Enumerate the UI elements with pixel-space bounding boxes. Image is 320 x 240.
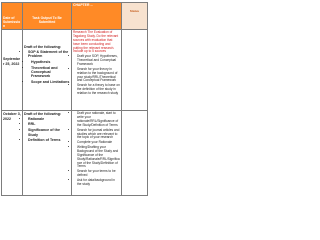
task-cell: Draft of the following: • Rationale • RRL • Significance of the Study • Definition of Terms xyxy=(23,111,72,196)
status-cell xyxy=(122,30,148,111)
header-task: Task Output To Be Submitted xyxy=(23,3,72,30)
document-page xyxy=(0,0,149,198)
table-row xyxy=(2,111,148,196)
remarks-cell: Research The Evaluation of Tagalong Study. Do the relevant sources with evaluation that have been conducting and putting the relevant research. Include up to 5 sources • Draft your SOP, Hypotheses, Theoretical and Conceptual Framework • Search for your theory in relation to the background of your study/RRL/Theoretical and Conceptual Framework • Search for a theory to base on the definition of the study in relation to the research study xyxy=(72,30,122,111)
task-cell: Draft of the following: • SOP & Statement of the Problem • Hypothesis • Theoretical and Conceptual Framework • Scope and Limitations xyxy=(23,30,72,111)
header-remarks: CHAPTER ... xyxy=(72,3,122,30)
remarks-cell: • Draft your rationale, start to write your rationale/RRL/Significance of the Study/Definition of Terms • Search for journal articles and studies which are relevant to the topic of your research • Complete your Rationale • Writing/Drafting your Background of the Study and Significance of the Study/Rationale/RRL/Significance of the Study/Definition of Terms • Search for your terms to be defined • Ask for data/background in the study xyxy=(72,111,122,196)
table-row xyxy=(2,30,148,111)
header-date: Date of Submission xyxy=(2,3,23,30)
table-header-row xyxy=(2,3,148,30)
task-schedule-table xyxy=(1,2,148,196)
header-status: Status xyxy=(122,3,148,30)
status-cell xyxy=(122,111,148,196)
date-cell: September 25, 2022 xyxy=(2,30,23,111)
date-cell: October 3, 2022 xyxy=(2,111,23,196)
